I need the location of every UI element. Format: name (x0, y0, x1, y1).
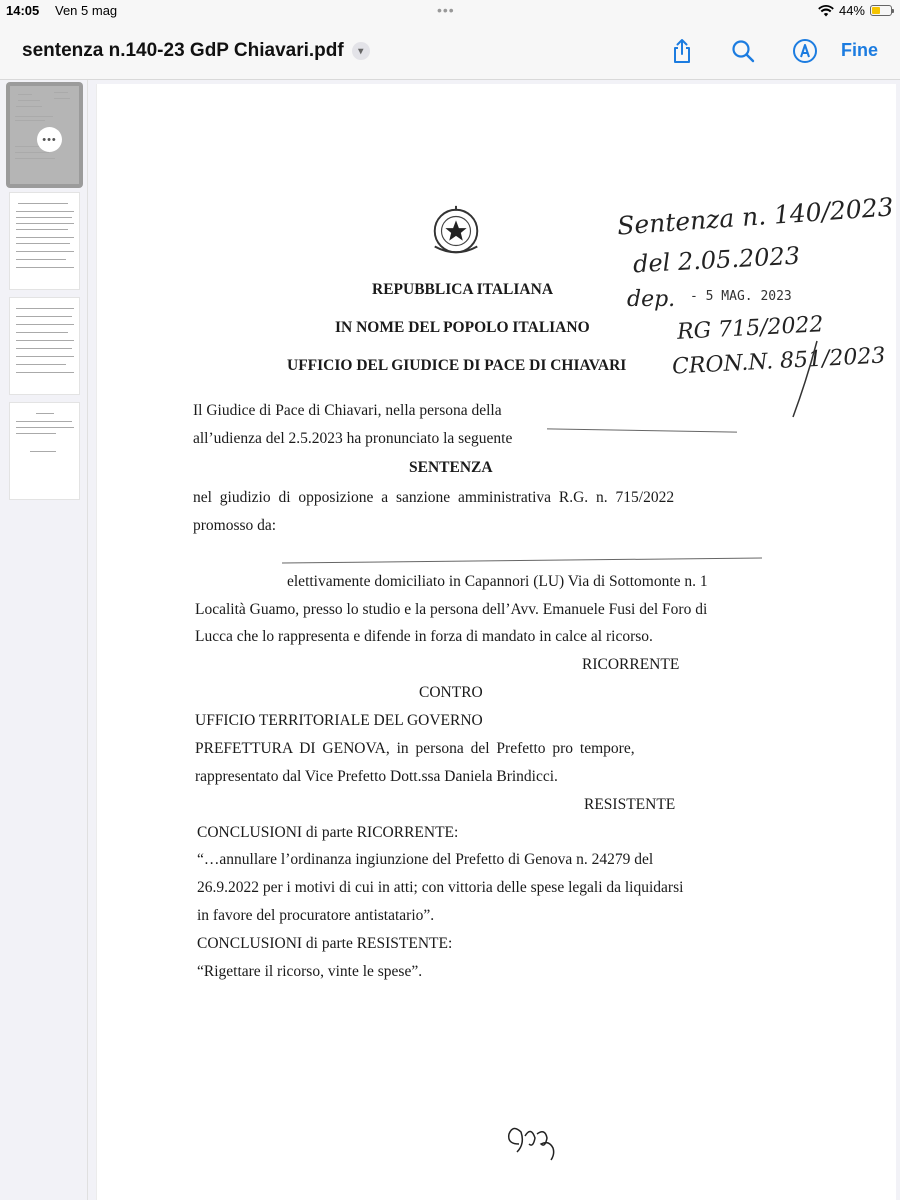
toolbar (0, 24, 900, 80)
chevron-down-icon[interactable]: ▾ (352, 42, 370, 60)
label-resistente: RESISTENTE (584, 796, 676, 813)
handwritten-dep: dep. (627, 287, 676, 312)
battery-percentage: 44% (838, 3, 865, 18)
more-options-icon[interactable]: ••• (37, 127, 62, 152)
handwritten-sentence-number: Sentenza n. 140/2023 (616, 192, 895, 241)
page-thumbnail-3[interactable] (9, 297, 80, 395)
label-ricorrente: RICORRENTE (582, 656, 680, 673)
document-title[interactable] (22, 40, 370, 62)
handwritten-stroke (789, 339, 819, 419)
label-contro: CONTRO (419, 684, 483, 701)
status-time: 14:05 (6, 3, 40, 18)
handwritten-cron: CRON.N. 851/2023 (671, 343, 887, 380)
redaction-line (547, 428, 737, 432)
party-prefecture: PREFETTURA DI GENOVA, in persona del Prefetto pro tempore, (195, 740, 635, 757)
paragraph-promoted: promosso da: (193, 517, 277, 534)
share-icon (669, 38, 695, 64)
done-button[interactable]: Fine (840, 40, 878, 60)
header-line-2: IN NOME DEL POPOLO ITALIANO (335, 319, 590, 336)
status-right (818, 3, 892, 18)
page-thumbnail-2[interactable] (9, 192, 80, 290)
search-button[interactable] (728, 36, 758, 66)
conclusions-ricorrente-line-2: 26.9.2022 per i motivi di cui in atti; con vittoria delle spese legali da liquidarsi (197, 879, 684, 896)
conclusions-ricorrente-line-3: in favore del procuratore antistatario”. (197, 907, 435, 924)
page-thumbnail-4[interactable] (9, 402, 80, 500)
paragraph-judge: Il Giudice di Pace di Chiavari, nella persona della (193, 402, 502, 419)
status-date: Ven 5 mag (55, 3, 118, 18)
markup-button[interactable] (790, 36, 820, 66)
conclusions-resistente-heading: CONCLUSIONI di parte RESISTENTE: (197, 935, 453, 952)
status-bar (0, 0, 900, 24)
handwritten-date: del 2.05.2023 (632, 241, 801, 279)
share-button[interactable] (667, 36, 697, 66)
header-line-3: UFFICIO DEL GIUDICE DI PACE DI CHIAVARI (287, 357, 627, 374)
conclusions-resistente-line-1: “Rigettare il ricorso, vinte le spese”. (197, 963, 423, 980)
redaction-line-name (282, 557, 762, 563)
deposit-stamp: - 5 MAG. 2023 (690, 289, 792, 304)
handwritten-rg: RG 715/2022 (676, 312, 825, 345)
wifi-icon (818, 5, 834, 17)
header-line-1: REPUBBLICA ITALIANA (372, 281, 554, 298)
paragraph-lawyer: Località Guamo, presso lo studio e la persona dell’Avv. Emanuele Fusi del Foro di (195, 601, 708, 618)
document-page[interactable] (96, 84, 896, 1200)
markup-icon (792, 38, 818, 64)
conclusions-ricorrente-line-1: “…annullare l’ordinanza ingiunzione del Prefetto di Genova n. 24279 del (197, 851, 654, 868)
battery-icon (870, 5, 892, 16)
party-representative: rappresentato dal Vice Prefetto Dott.ssa Daniela Brindicci. (195, 768, 558, 785)
paragraph-hearing: all’udienza del 2.5.2023 ha pronunciato la seguente (193, 430, 513, 447)
conclusions-ricorrente-heading: CONCLUSIONI di parte RICORRENTE: (197, 824, 459, 841)
signature-initials (497, 1114, 567, 1164)
page-thumbnails-sidebar (0, 80, 88, 1200)
italian-republic-emblem-icon (427, 202, 485, 260)
paragraph-mandate: Lucca che lo rappresenta e difende in forza di mandato in calce al ricorso. (195, 628, 653, 645)
page-thumbnail-1[interactable] (6, 82, 83, 188)
sentence-title: SENTENZA (409, 459, 493, 476)
multitasking-dots-icon[interactable]: ••• (437, 2, 455, 18)
paragraph-domicile: elettivamente domiciliato in Capannori (LU) Via di Sottomonte n. 1 (287, 573, 708, 590)
search-icon (730, 38, 756, 64)
party-office: UFFICIO TERRITORIALE DEL GOVERNO (195, 712, 483, 729)
document-title-text: sentenza n.140-23 GdP Chiavari.pdf (22, 40, 344, 61)
paragraph-judgment: nel giudizio di opposizione a sanzione amministrativa R.G. n. 715/2022 (193, 489, 675, 506)
